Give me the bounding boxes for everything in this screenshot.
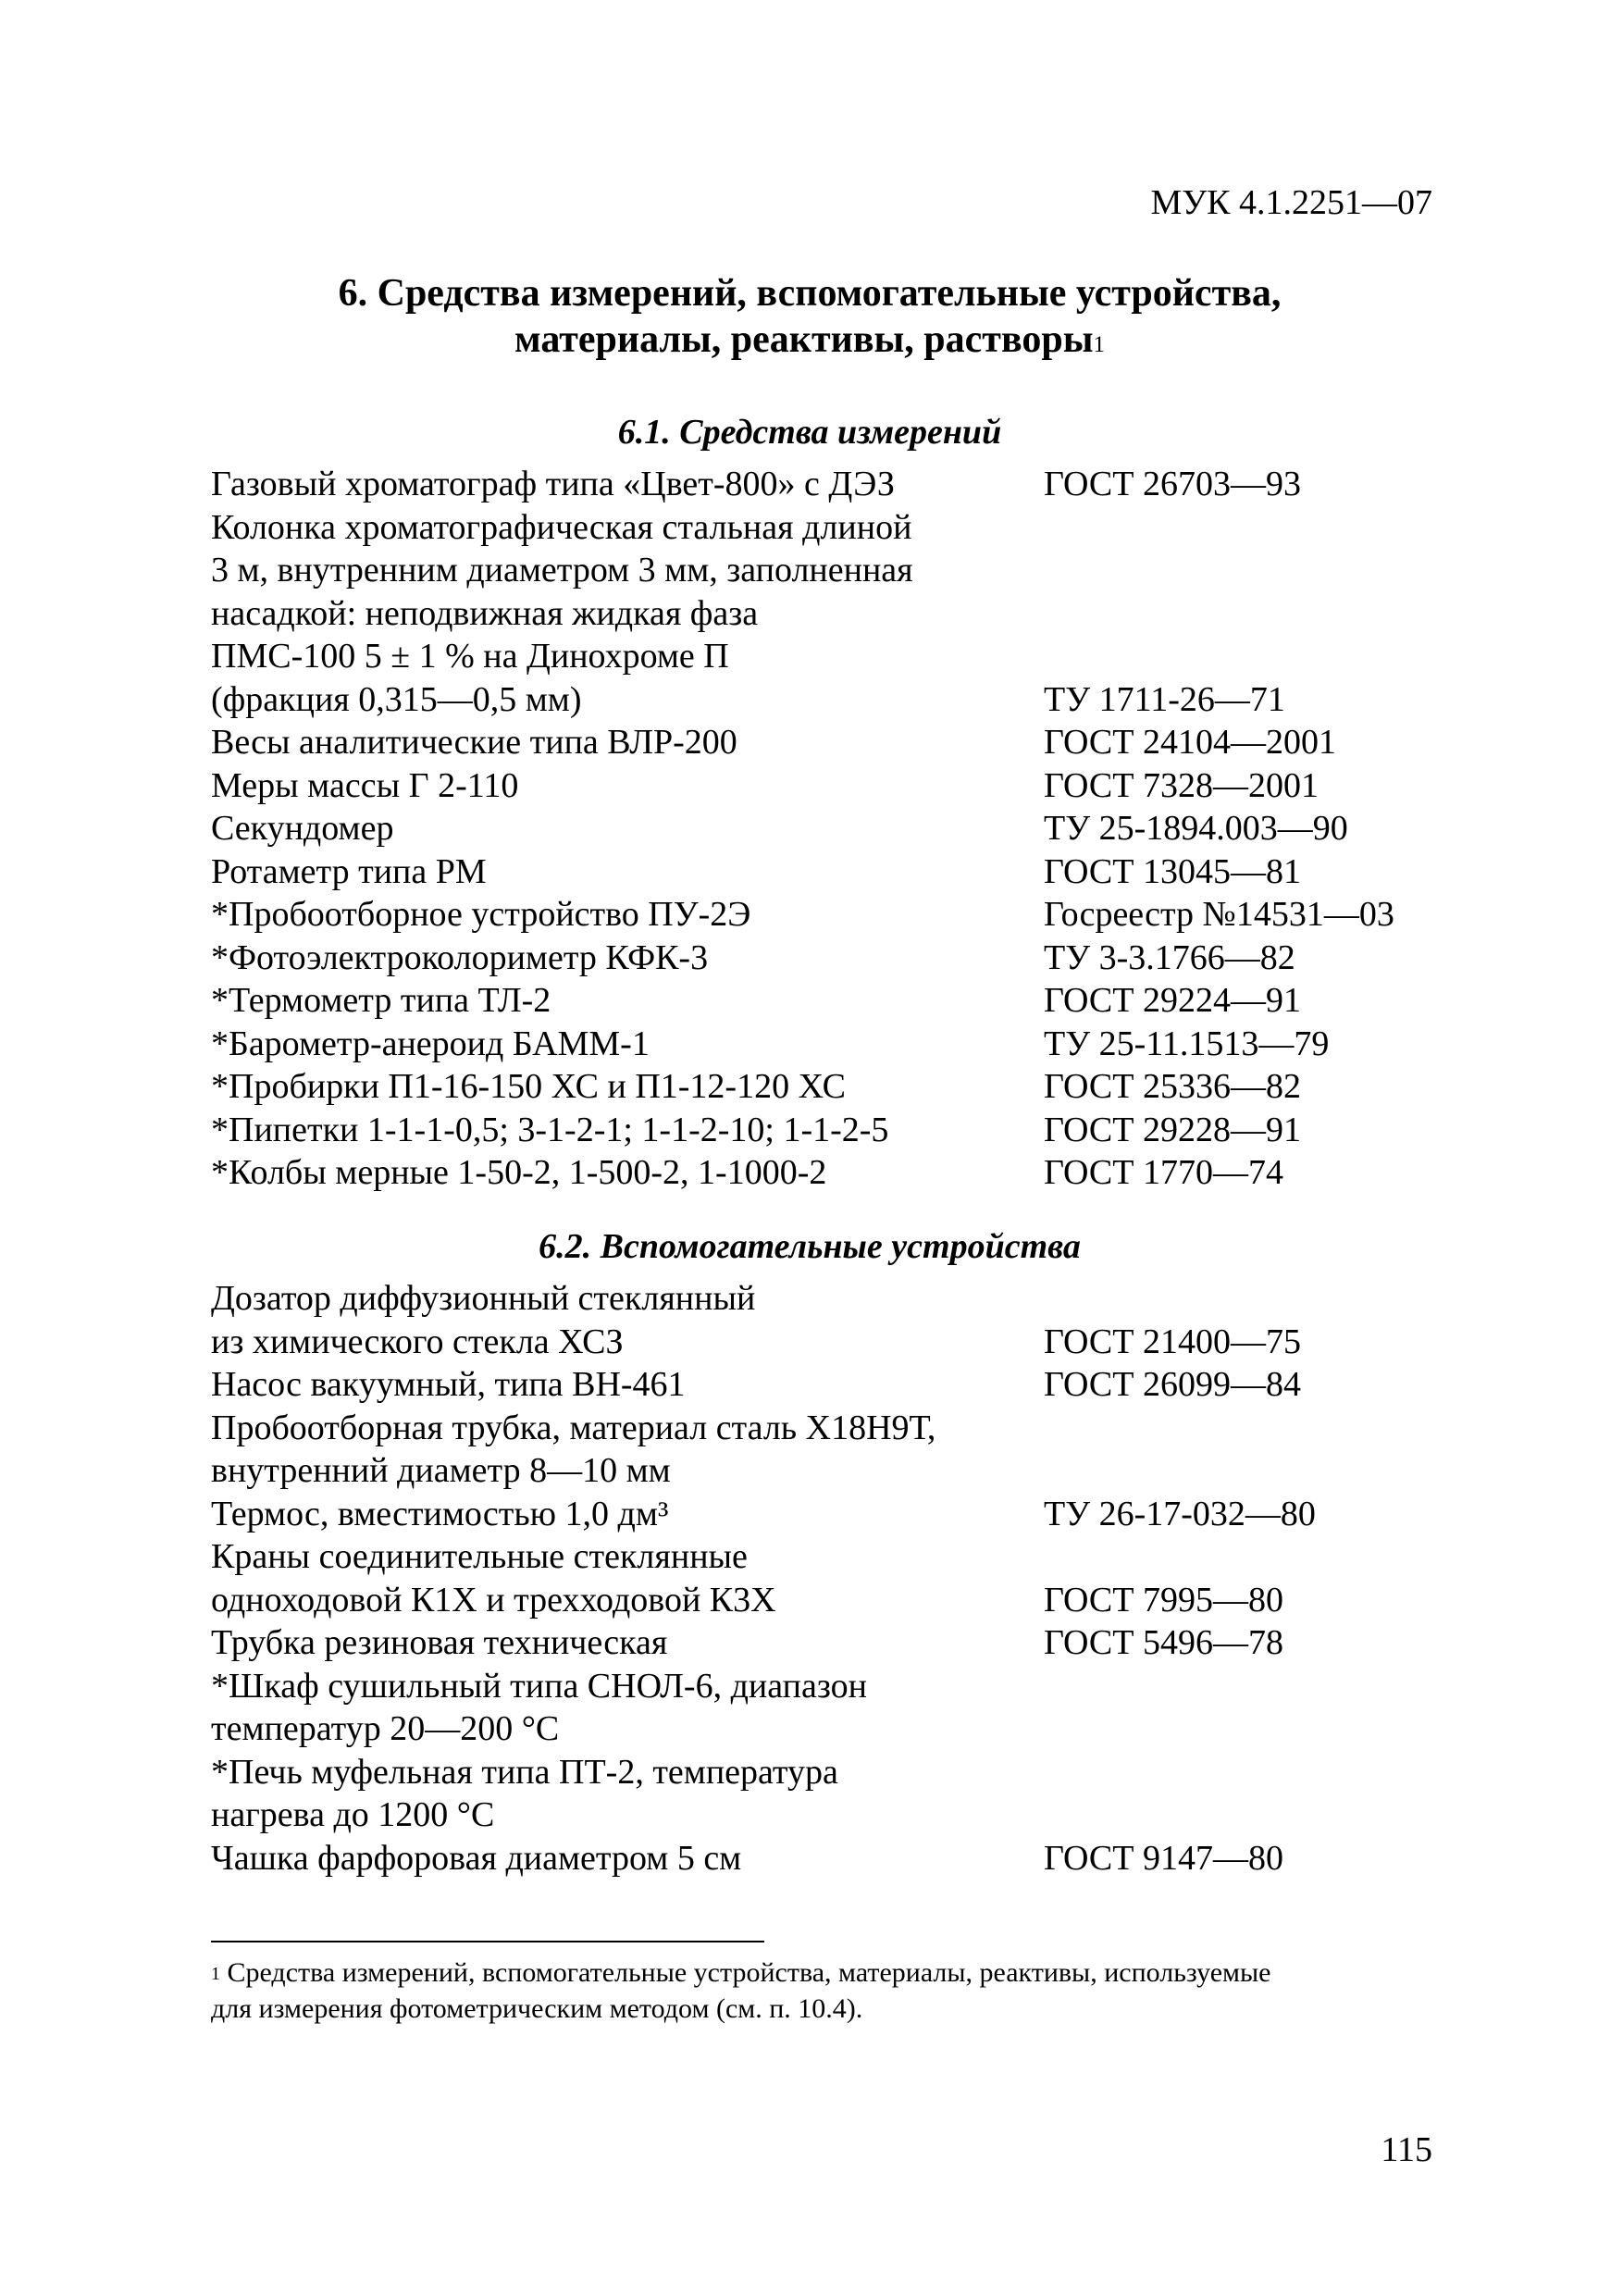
item-standard-ref-text: ГОСТ 7995—80 xyxy=(1044,1580,1283,1620)
item-name-line: Насос вакуумный, типа ВН-461 xyxy=(211,1365,686,1404)
footnote-divider xyxy=(211,1941,764,1942)
item-name xyxy=(211,807,1044,850)
item-name-line: из химического стекла ХСЗ xyxy=(211,1322,624,1361)
item-name xyxy=(211,764,1044,808)
footnote xyxy=(211,1955,1451,2027)
item-name xyxy=(211,1407,1044,1493)
footnote-line-1 xyxy=(211,1955,1451,1991)
item-name xyxy=(211,1277,1044,1363)
item-standard-ref xyxy=(1044,1321,1301,1364)
item-name xyxy=(211,721,1044,764)
item-row xyxy=(211,979,1451,1023)
item-row xyxy=(211,1407,1451,1493)
item-name-line: *Термометр типа ТЛ-2 xyxy=(211,981,551,1020)
item-standard-ref xyxy=(1044,979,1301,1023)
item-row xyxy=(211,1751,1451,1837)
item-name-line: *Барометр-анероид БАММ-1 xyxy=(211,1024,650,1063)
item-name-line: Чашка фарфоровая диаметром 5 см xyxy=(211,1838,742,1878)
item-standard-ref xyxy=(1044,1493,1316,1536)
item-name-line: насадкой: неподвижная жидкая фаза xyxy=(211,593,759,633)
running-header-doc-code: МУК 4.1.2251—07 xyxy=(1150,183,1432,222)
item-name xyxy=(211,506,1044,722)
item-name-line: Термос, вместимостью 1,0 дм³ xyxy=(211,1494,669,1533)
chapter-title-line-1: 6. Средства измерений, вспомогательные устройства, xyxy=(338,272,1282,315)
item-standard-ref-text: ГОСТ 5496—78 xyxy=(1044,1623,1283,1662)
item-name-line: *Колбы мерные 1-50-2, 1-500-2, 1-1000-2 xyxy=(211,1153,827,1192)
item-standard-ref xyxy=(1044,1109,1301,1152)
item-standard-ref xyxy=(1044,807,1348,850)
item-name xyxy=(211,1837,1044,1880)
item-row xyxy=(211,1535,1451,1621)
item-row xyxy=(211,1621,1451,1665)
item-row xyxy=(211,1493,1451,1536)
item-row xyxy=(211,1065,1451,1109)
item-row xyxy=(211,1151,1451,1195)
item-name xyxy=(211,1109,1044,1152)
item-row xyxy=(211,807,1451,850)
item-name xyxy=(211,937,1044,980)
item-name-line: *Пробоотборное устройство ПУ-2Э xyxy=(211,895,751,934)
item-name xyxy=(211,979,1044,1023)
page-number: 115 xyxy=(1381,2130,1432,2169)
item-row xyxy=(211,1837,1451,1880)
item-name-line: внутренний диаметр 8—10 мм xyxy=(211,1451,671,1490)
item-row xyxy=(211,463,1451,506)
item-name-line: Газовый хроматограф типа «Цвет-800» с ДЭЗ xyxy=(211,465,895,503)
item-name xyxy=(211,1065,1044,1109)
item-row xyxy=(211,1363,1451,1407)
section-title-auxiliary-devices: 6.2. Вспомогательные устройства xyxy=(539,1227,1081,1266)
item-standard-ref-text: ГОСТ 9147—80 xyxy=(1044,1838,1283,1878)
item-name xyxy=(211,463,1044,506)
item-row xyxy=(211,506,1451,722)
item-name-line: Ротаметр типа РМ xyxy=(211,851,487,891)
item-row xyxy=(211,1023,1451,1066)
footnote-line-2: для измерения фотометрическим методом (см. п. 10.4). xyxy=(211,1993,863,2024)
auxiliary-devices-list xyxy=(211,1277,1451,1880)
item-name-line: Секундомер xyxy=(211,809,394,848)
item-name-line: нагрева до 1200 °С xyxy=(211,1795,495,1834)
item-row xyxy=(211,937,1451,980)
item-standard-ref-text: ГОСТ 25336—82 xyxy=(1044,1067,1301,1106)
item-standard-ref xyxy=(1044,1837,1283,1880)
item-name-line: *Фотоэлектроколориметр КФК-3 xyxy=(211,937,709,977)
item-name xyxy=(211,1621,1044,1665)
item-standard-ref-text: ТУ 26-17-032—80 xyxy=(1044,1494,1316,1533)
item-standard-ref-text: ГОСТ 21400—75 xyxy=(1044,1322,1301,1361)
item-name-line: Дозатор диффузионный стеклянный xyxy=(211,1279,756,1318)
item-name xyxy=(211,893,1044,937)
item-standard-ref-text: ТУ 25-11.1513—79 xyxy=(1044,1024,1330,1063)
item-standard-ref-text: Госреестр №14531—03 xyxy=(1044,895,1394,934)
item-name xyxy=(211,1151,1044,1195)
item-name-line: *Пробирки П1-16-150 ХС и П1-12-120 ХС xyxy=(211,1067,846,1106)
item-standard-ref-text: ГОСТ 26703—93 xyxy=(1044,465,1301,503)
item-standard-ref xyxy=(1044,764,1319,808)
item-name xyxy=(211,1493,1044,1536)
item-row xyxy=(211,721,1451,764)
item-name-line: 3 м, внутренним диаметром 3 мм, заполненная xyxy=(211,551,913,590)
item-name xyxy=(211,1535,1044,1621)
item-row xyxy=(211,1665,1451,1751)
item-standard-ref xyxy=(1044,678,1285,722)
item-standard-ref xyxy=(1044,850,1301,894)
item-standard-ref-text: ГОСТ 29224—91 xyxy=(1044,981,1301,1020)
item-name xyxy=(211,1363,1044,1407)
item-standard-ref-text: ГОСТ 7328—2001 xyxy=(1044,765,1319,805)
item-standard-ref-text: ГОСТ 29228—91 xyxy=(1044,1110,1301,1149)
chapter-title-line-2-text: материалы, реактивы, растворы xyxy=(514,318,1094,361)
item-standard-ref xyxy=(1044,1363,1301,1407)
item-standard-ref xyxy=(1044,1579,1283,1622)
item-row xyxy=(211,850,1451,894)
item-name-line: Весы аналитические типа ВЛР-200 xyxy=(211,723,737,762)
item-standard-ref-text: ГОСТ 13045—81 xyxy=(1044,851,1301,891)
item-standard-ref-text: ТУ 1711-26—71 xyxy=(1044,679,1285,719)
item-standard-ref xyxy=(1044,1065,1301,1109)
section-title-measuring-instruments: 6.1. Средства измерений xyxy=(617,413,1002,452)
item-standard-ref-text: ГОСТ 1770—74 xyxy=(1044,1153,1283,1192)
footnote-text-1: Средства измерений, вспомогательные устройства, материалы, реактивы, используемые xyxy=(220,1957,1271,1988)
item-row xyxy=(211,764,1451,808)
item-name-line: *Печь муфельная типа ПТ-2, температура xyxy=(211,1752,838,1792)
item-standard-ref-text: ТУ 3-3.1766—82 xyxy=(1044,937,1295,977)
item-standard-ref-text: ГОСТ 24104—2001 xyxy=(1044,723,1336,762)
item-name-line: *Пипетки 1-1-1-0,5; 3-1-2-1; 1-1-2-10; 1-1-2-5 xyxy=(211,1110,889,1149)
item-standard-ref xyxy=(1044,721,1336,764)
item-standard-ref xyxy=(1044,1151,1283,1195)
item-standard-ref-text: ТУ 25-1894.003—90 xyxy=(1044,809,1348,848)
item-name-line: Меры массы Г 2-110 xyxy=(211,765,519,805)
item-name-line: Трубка резиновая техническая xyxy=(211,1623,668,1662)
item-name-line: (фракция 0,315—0,5 мм) xyxy=(211,679,582,719)
item-standard-ref-text: ГОСТ 26099—84 xyxy=(1044,1365,1301,1404)
item-row xyxy=(211,893,1451,937)
item-name-line: *Шкаф сушильный типа СНОЛ-6, диапазон xyxy=(211,1666,867,1706)
item-row xyxy=(211,1277,1451,1363)
item-standard-ref xyxy=(1044,1023,1329,1066)
item-standard-ref xyxy=(1044,937,1295,980)
item-name-line: ПМС-100 5 ± 1 % на Динохроме П xyxy=(211,637,729,676)
item-name-line: температур 20—200 °С xyxy=(211,1709,560,1748)
item-name-line: Пробоотборная трубка, материал сталь Х18Н9Т, xyxy=(211,1408,936,1447)
footnote-mark: 1 xyxy=(211,1964,220,1984)
item-name-line: одноходовой К1Х и трехходовой К3Х xyxy=(211,1580,776,1620)
item-row xyxy=(211,1109,1451,1152)
item-standard-ref xyxy=(1044,893,1394,937)
item-name xyxy=(211,850,1044,894)
item-standard-ref xyxy=(1044,463,1301,506)
item-name-line: Колонка хроматографическая стальная длиной xyxy=(211,507,912,547)
chapter-title-line-2 xyxy=(213,316,1406,363)
item-name xyxy=(211,1023,1044,1066)
chapter-title xyxy=(213,270,1406,363)
measuring-instruments-list xyxy=(211,463,1451,1195)
item-name xyxy=(211,1665,1044,1751)
item-standard-ref xyxy=(1044,1621,1283,1665)
item-name-line: Краны соединительные стеклянные xyxy=(211,1537,748,1576)
footnote-reference[interactable]: 1 xyxy=(1093,332,1105,357)
item-name xyxy=(211,1751,1044,1837)
